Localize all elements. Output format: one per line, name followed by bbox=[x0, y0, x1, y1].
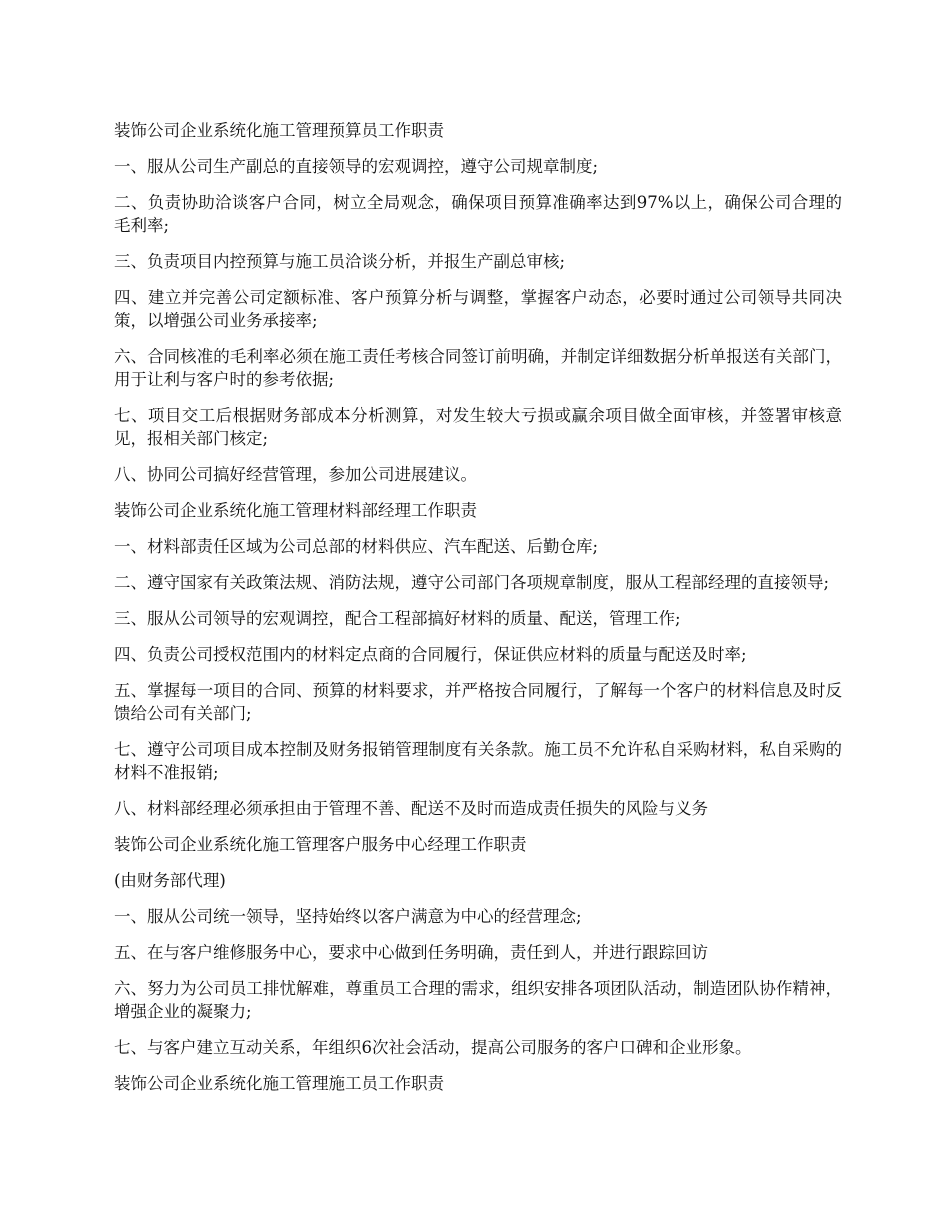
paragraph: 七、遵守公司项目成本控制及财务报销管理制度有关条款。施工员不允许私自采购材料，私自采购的材料不准报销; bbox=[114, 740, 842, 782]
section-title-construction: 装饰公司企业系统化施工管理施工员工作职责 bbox=[114, 1074, 444, 1093]
paragraph: 二、遵守国家有关政策法规、消防法规，遵守公司部门各项规章制度，服从工程部经理的直接领导; bbox=[114, 573, 830, 592]
paragraph: 八、材料部经理必须承担由于管理不善、配送不及时而造成责任损失的风险与义务 bbox=[114, 799, 708, 818]
paragraph: 二、负责协助洽谈客户合同，树立全局观念，确保项目预算准确率达到97%以上，确保公司合理的毛利率; bbox=[114, 193, 842, 235]
paragraph: 四、建立并完善公司定额标准、客户预算分析与调整，掌握客户动态，必要时通过公司领导共同决策，以增强公司业务承接率; bbox=[114, 288, 842, 330]
paragraph: 一、服从公司统一领导，坚持始终以客户满意为中心的经营理念; bbox=[114, 907, 582, 926]
paragraph: 七、与客户建立互动关系，年组织6次社会活动，提高公司服务的客户口碑和企业形象。 bbox=[114, 1038, 752, 1057]
section-title-materials: 装饰公司企业系统化施工管理材料部经理工作职责 bbox=[114, 501, 477, 520]
paragraph: 一、服从公司生产副总的直接领导的宏观调控，遵守公司规章制度; bbox=[114, 157, 599, 176]
document-page bbox=[114, 119, 842, 1108]
paragraph: 五、掌握每一项目的合同、预算的材料要求，并严格按合同履行，了解每一个客户的材料信息及时反馈给公司有关部门; bbox=[114, 681, 842, 723]
section-title-budget: 装饰公司企业系统化施工管理预算员工作职责 bbox=[114, 121, 444, 140]
paragraph: 六、努力为公司员工排忧解难，尊重员工合理的需求，组织安排各项团队活动，制造团队协作精神，增强企业的凝聚力; bbox=[114, 979, 842, 1021]
paragraph: 五、在与客户维修服务中心，要求中心做到任务明确，责任到人，并进行跟踪回访 bbox=[114, 943, 708, 962]
paragraph: (由财务部代理) bbox=[114, 871, 226, 890]
paragraph: 三、服从公司领导的宏观调控，配合工程部搞好材料的质量、配送，管理工作; bbox=[114, 609, 681, 628]
paragraph: 六、合同核准的毛利率必须在施工责任考核合同签订前明确，并制定详细数据分析单报送有关部门，用于让利与客户时的参考依据; bbox=[114, 347, 842, 389]
paragraph: 一、材料部责任区域为公司总部的材料供应、汽车配送、后勤仓库; bbox=[114, 537, 599, 556]
paragraph: 三、负责项目内控预算与施工员洽谈分析，并报生产副总审核; bbox=[114, 252, 566, 271]
paragraph: 七、项目交工后根据财务部成本分析测算，对发生较大亏损或赢余项目做全面审核，并签署审核意见，报相关部门核定; bbox=[114, 406, 842, 448]
section-title-customer-service: 装饰公司企业系统化施工管理客户服务中心经理工作职责 bbox=[114, 835, 527, 854]
paragraph: 四、负责公司授权范围内的材料定点商的合同履行，保证供应材料的质量与配送及时率; bbox=[114, 645, 747, 664]
paragraph: 八、协同公司搞好经营管理，参加公司进展建议。 bbox=[114, 465, 477, 484]
